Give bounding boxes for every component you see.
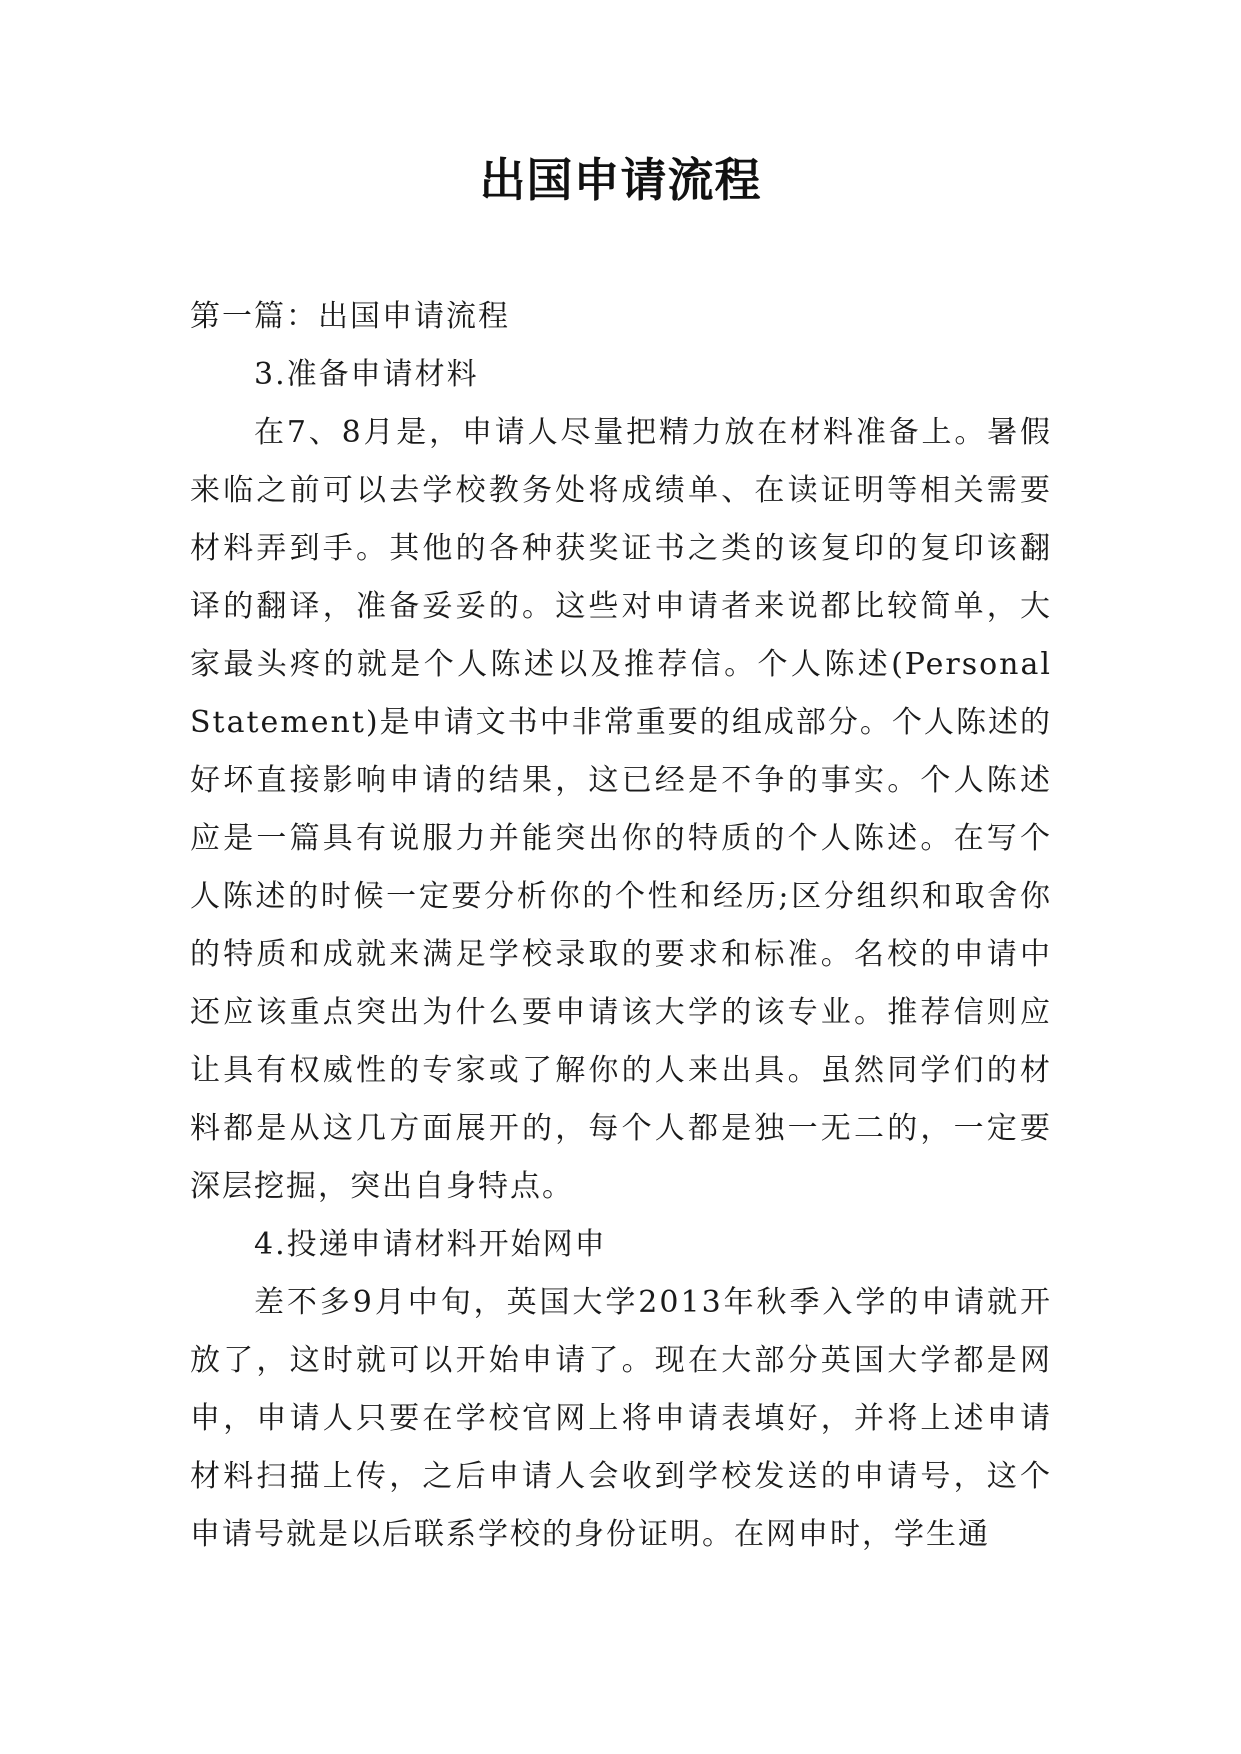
- document-title: 出国申请流程: [479, 153, 762, 207]
- paragraph-materials: 在7、8月是，申请人尽量把精力放在材料准备上。暑假来临之前可以去学校教务处将成绩单、在读证明等相关需要材料弄到手。其他的各种获奖证书之类的该复印的复印该翻译的翻译，准备妥妥的。这些对申请者来说都比较简单，大家最头疼的就是个人陈述以及推荐信。个人陈述(Personal Statement)是申请文书中非常重要的组成部分。个人陈述的好坏直接影响申请的结果，这已经是不争的事实。个人陈述应是一篇具有说服力并能突出你的特质的个人陈述。在写个人陈述的时候一定要分析你的个性和经历;区分组织和取舍你的特质和成就来满足学校录取的要求和标准。名校的申请中还应该重点突出为什么要申请该大学的该专业。推荐信则应让具有权威性的专家或了解你的人来出具。虽然同学们的材料都是从这几方面展开的，每个人都是独一无二的，一定要深层挖掘，突出自身特点。: [190, 415, 1052, 1204]
- paragraph-heading: 第一篇：出国申请流程: [190, 299, 510, 334]
- paragraph-online-application: 差不多9月中旬，英国大学2013年秋季入学的申请就开放了，这时就可以开始申请了。现在大部分英国大学都是网申，申请人只要在学校官网上将申请表填好，并将上述申请材料扫描上传，之后申请人会收到学校发送的申请号，这个申请号就是以后联系学校的身份证明。在网申时，学生通: [190, 1285, 1052, 1552]
- section-heading-4: 4.投递申请材料开始网申: [254, 1227, 607, 1262]
- section-heading-3: 3.准备申请材料: [254, 357, 479, 392]
- document-body: [190, 288, 1052, 1564]
